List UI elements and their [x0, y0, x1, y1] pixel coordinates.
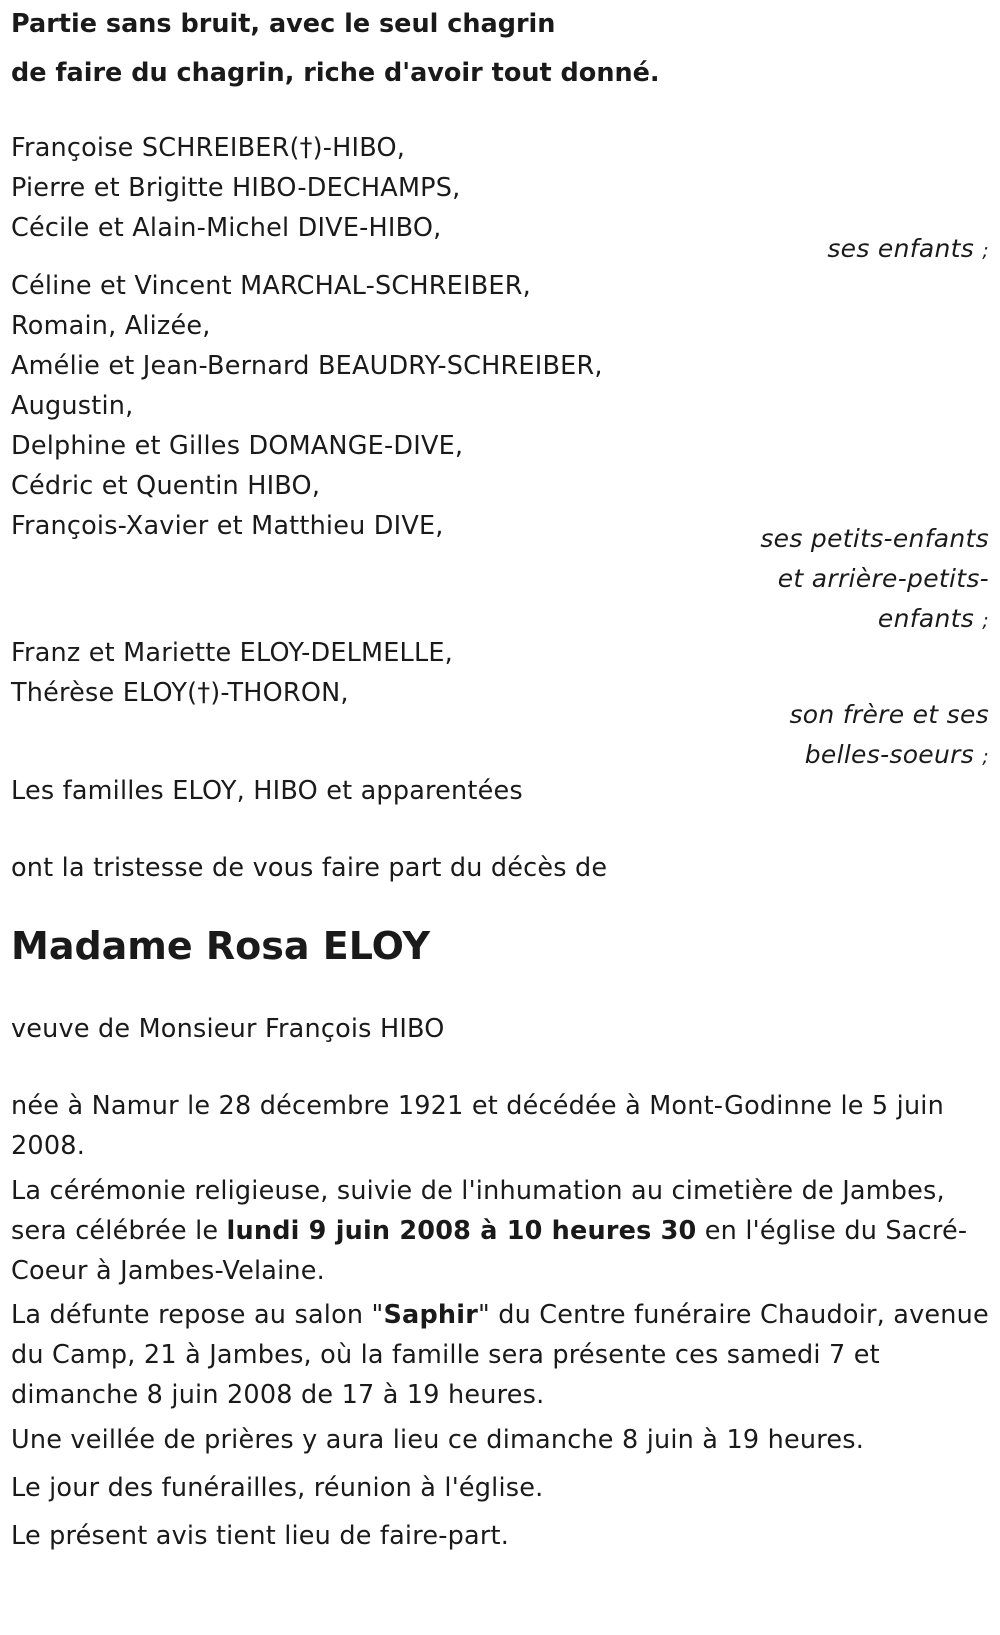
rest-text-before: La défunte repose au salon " [11, 1300, 384, 1330]
children-role [11, 229, 989, 271]
ceremony-text-before: La cérémonie religieuse, suivie de l'inhumation au cimetière de Jambes, sera célébrée le [11, 1176, 945, 1246]
role-line: ses petits-enfants [760, 524, 989, 553]
role-text: belles-soeurs [804, 740, 975, 769]
epigraph-line-1: Partie sans bruit, avec le seul chagrin [11, 9, 556, 39]
sibling-name: Thérèse ELOY(†)-THORON, [11, 678, 349, 708]
role-punctuation: ; [982, 746, 989, 768]
sibling-name: Franz et Mariette ELOY-DELMELLE, [11, 638, 453, 668]
ceremony-text-after: en l'église du Sacré-Coeur à Jambes-Velaine. [11, 1216, 968, 1286]
role-text: enfants [877, 604, 975, 633]
role-punctuation: ; [982, 610, 989, 632]
ceremony-date: lundi 9 juin 2008 à 10 heures 30 [226, 1216, 697, 1246]
ceremony-paragraph [11, 1171, 989, 1291]
birth-death-paragraph: née à Namur le 28 décembre 1921 et décédée à Mont-Godinne le 5 juin 2008. [11, 1091, 944, 1161]
child-name: Cécile et Alain-Michel DIVE-HIBO, [11, 213, 442, 243]
grandchild-name: Amélie et Jean-Bernard BEAUDRY-SCHREIBER, [11, 351, 603, 381]
grandchild-name: Céline et Vincent MARCHAL-SCHREIBER, [11, 271, 531, 301]
vigil-paragraph: Une veillée de prières y aura lieu ce dimanche 8 juin à 19 heures. [11, 1425, 865, 1455]
role-line: et arrière-petits- [777, 564, 989, 593]
salon-name: Saphir [383, 1300, 478, 1330]
role-line: son frère et ses [789, 700, 989, 729]
grandchild-name: Cédric et Quentin HIBO, [11, 471, 321, 501]
families-line: Les familles ELOY, HIBO et apparentées [11, 776, 523, 806]
grandchild-name: Delphine et Gilles DOMANGE-DIVE, [11, 431, 464, 461]
widow-of: veuve de Monsieur François HIBO [11, 1014, 445, 1044]
child-name: Françoise SCHREIBER(†)-HIBO, [11, 133, 406, 163]
grandchild-name: Augustin, [11, 391, 134, 421]
funeral-meeting-paragraph: Le jour des funérailles, réunion à l'église. [11, 1473, 544, 1503]
notice-paragraph: Le présent avis tient lieu de faire-part. [11, 1521, 510, 1551]
grandchild-name: Romain, Alizée, [11, 311, 211, 341]
role-punctuation: ; [982, 240, 989, 262]
grandchildren-role [11, 519, 989, 641]
siblings-role [11, 695, 989, 777]
deceased-name: Madame Rosa ELOY [11, 924, 431, 968]
epigraph-line-2: de faire du chagrin, riche d'avoir tout donné. [11, 58, 660, 88]
epigraph [11, 0, 989, 98]
rest-paragraph [11, 1295, 989, 1415]
grandchildren-list [11, 266, 989, 546]
child-name: Pierre et Brigitte HIBO-DECHAMPS, [11, 173, 461, 203]
announcement: ont la tristesse de vous faire part du décès de [11, 853, 608, 883]
grandchild-name: François-Xavier et Matthieu DIVE, [11, 511, 444, 541]
role-text: ses enfants [827, 234, 975, 263]
rest-text-after: " du Centre funéraire Chaudoir, avenue du Camp, 21 à Jambes, où la famille sera présente ces samedi 7 et dimanche 8 juin 2008 de 17 à 19 heures. [11, 1300, 989, 1410]
